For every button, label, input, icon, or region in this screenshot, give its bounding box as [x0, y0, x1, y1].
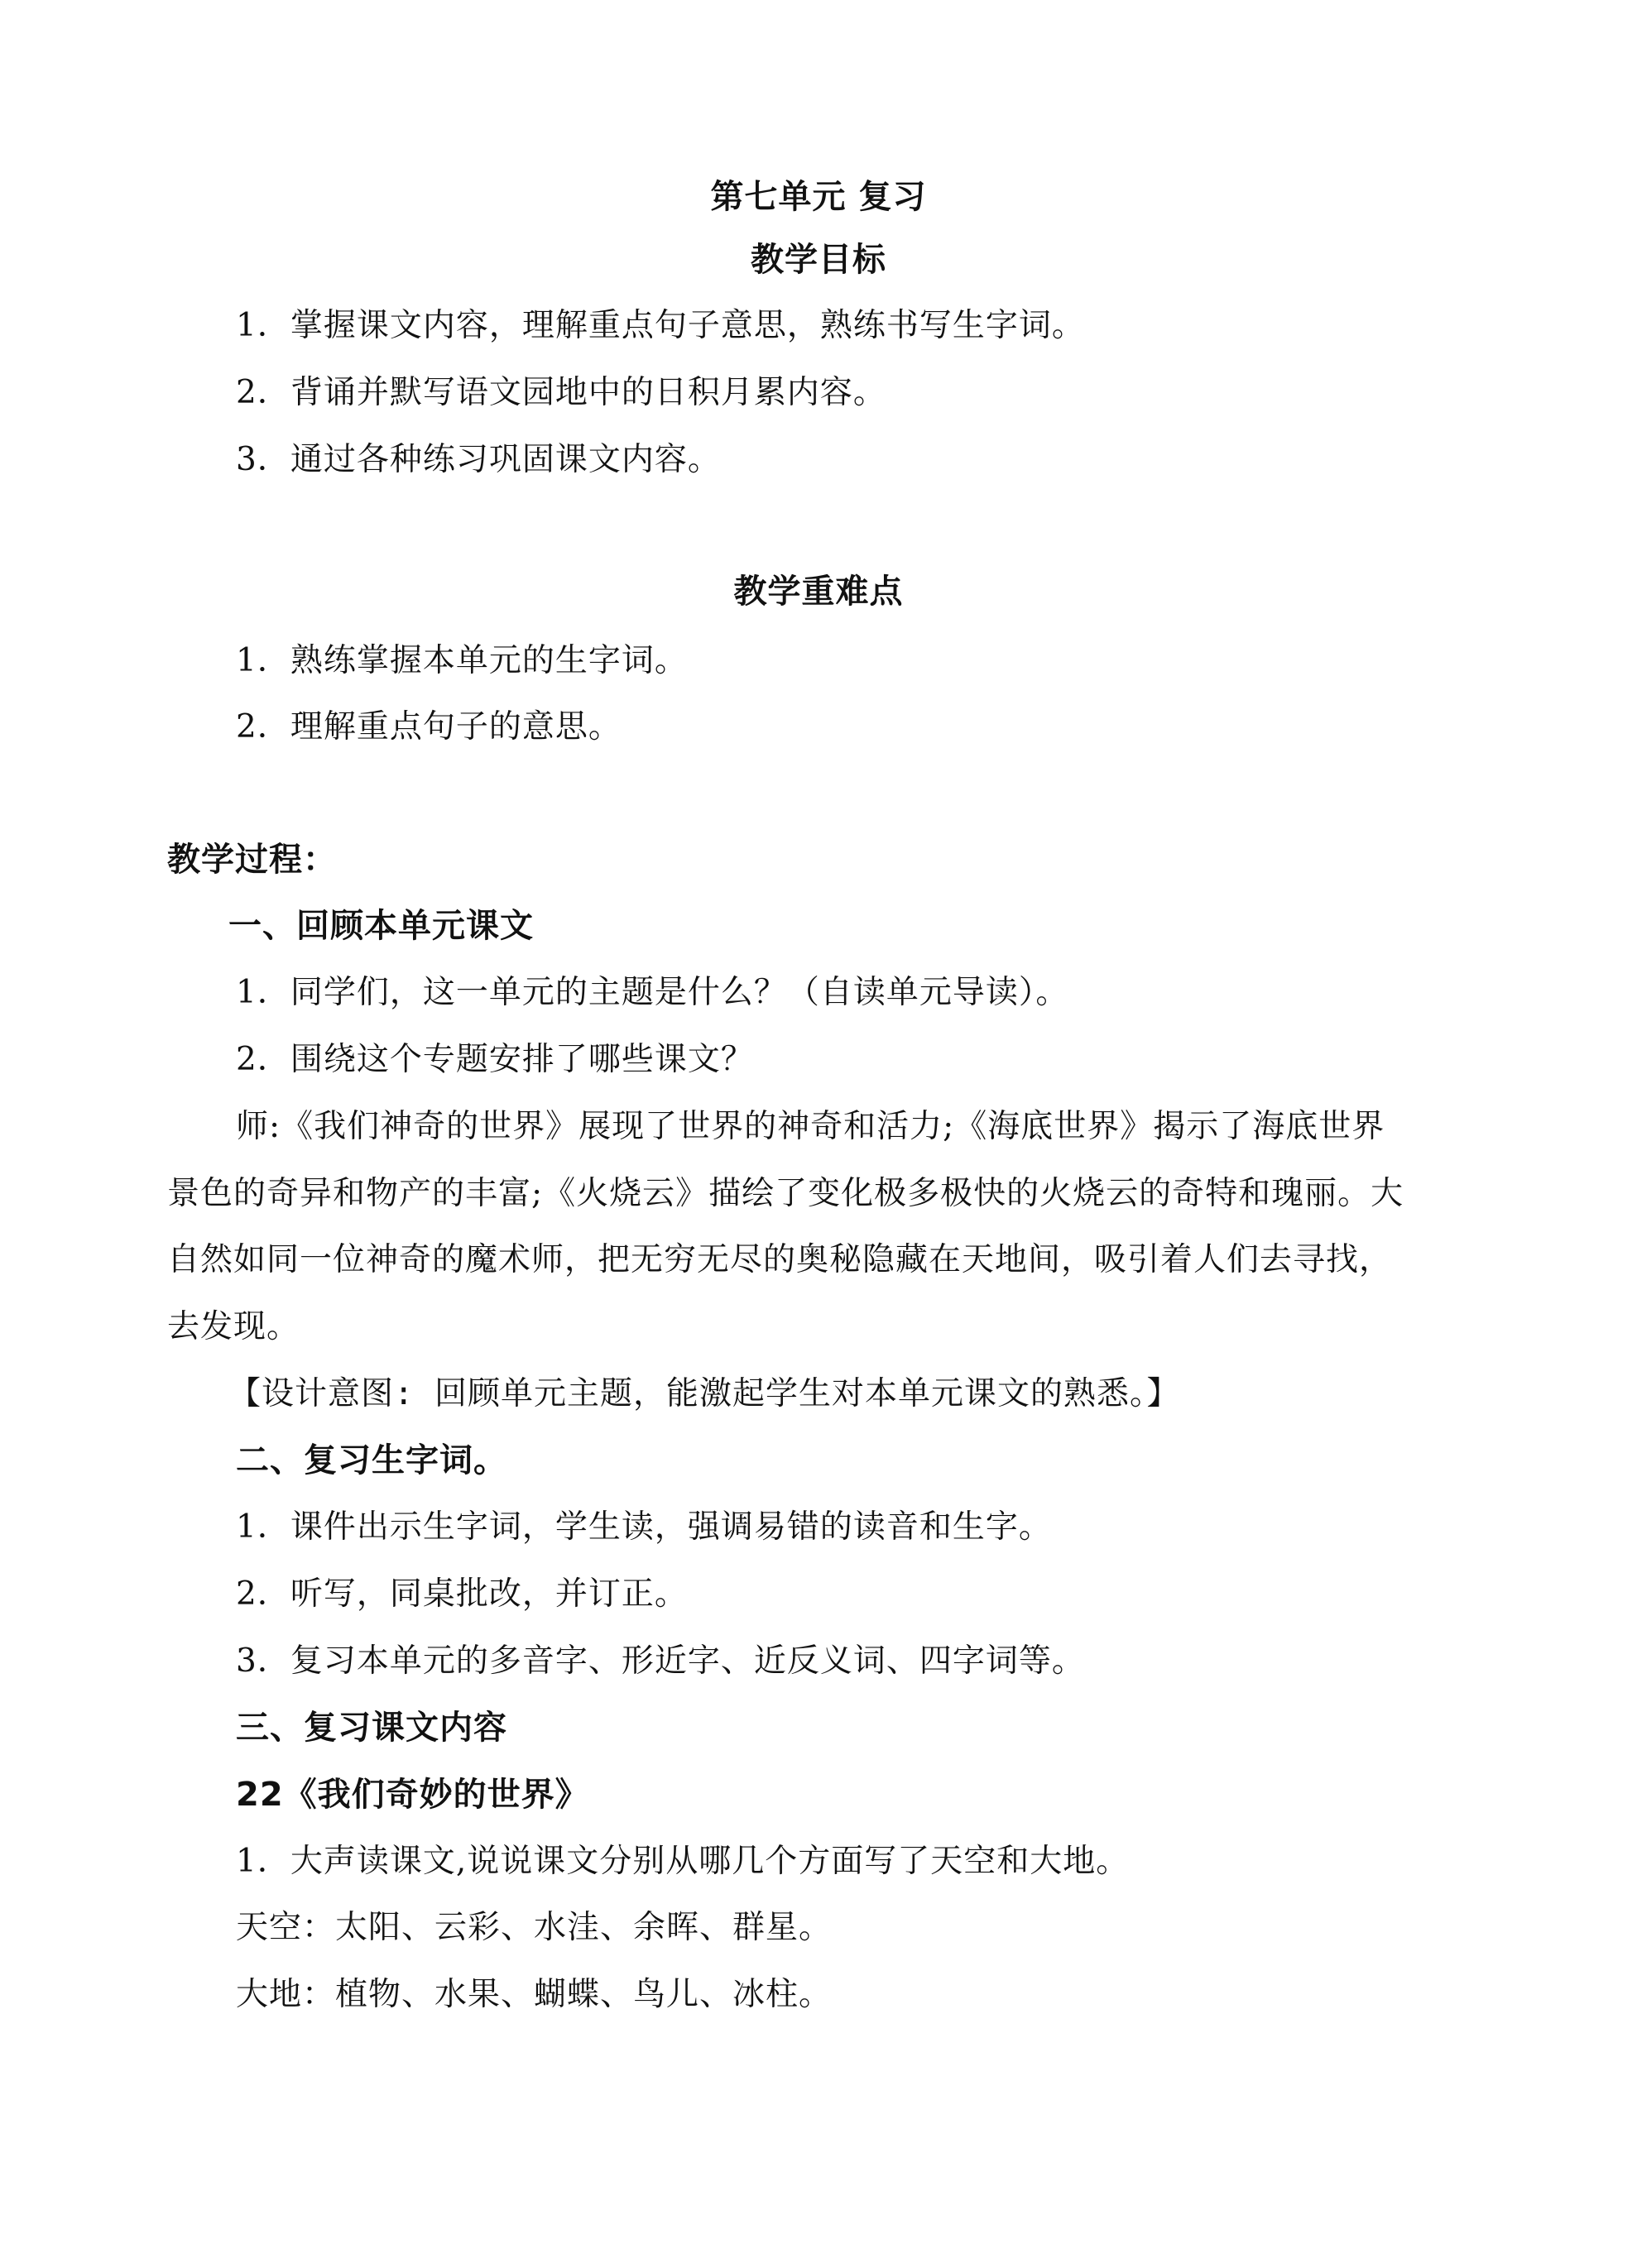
section3-item: 大地：植物、水果、蝴蝶、鸟儿、冰柱。 [236, 1976, 833, 2013]
section2-item: 2．听写，同桌批改，并订正。 [236, 1575, 688, 1613]
section3-heading: 三、复习课文内容 [236, 1709, 507, 1747]
design-note: 【设计意图: 回顾单元主题，能激起学生对本单元课文的熟悉。】 [228, 1375, 1180, 1412]
teacher-paragraph-line: 自然如同一位神奇的魔术师，把无穷无尽的奥秘隐藏在天地间，吸引着人们去寻找， [167, 1241, 1393, 1278]
process-heading: 教学过程： [167, 841, 337, 879]
section2-item: 3．复习本单元的多音字、形近字、近反义词、四字词等。 [236, 1642, 1085, 1680]
objective-item: 2．背诵并默写语文园地中的日积月累内容。 [236, 374, 886, 411]
key-points-heading: 教学重难点 [733, 573, 904, 611]
section2-heading: 二、复习生字词。 [236, 1441, 507, 1479]
document-title: 第七单元 复习 [710, 178, 927, 216]
section1-item: 1．同学们，这一单元的主题是什么？（自读单元导读）。 [236, 974, 1069, 1011]
section3-item: 1．大声读课文,说说课文分别从哪几个方面写了天空和大地。 [236, 1843, 1130, 1880]
section3-item: 天空：太阳、云彩、水洼、余晖、群星。 [236, 1909, 833, 1946]
lesson-title: 22《我们奇妙的世界》 [236, 1776, 589, 1814]
teacher-paragraph-line: 景色的奇异和物产的丰富;《火烧云》描绘了变化极多极快的火烧云的奇特和瑰丽。大 [167, 1175, 1404, 1212]
objective-item: 3．通过各种练习巩固课文内容。 [236, 441, 721, 478]
objective-item: 1．掌握课文内容，理解重点句子意思，熟练书写生字词。 [236, 307, 1085, 344]
key-point-item: 1．熟练掌握本单元的生字词。 [236, 642, 688, 679]
teacher-paragraph-line: 去发现。 [167, 1308, 300, 1345]
teacher-paragraph-line: 师:《我们神奇的世界》展现了世界的神奇和活力;《海底世界》揭示了海底世界 [236, 1108, 1385, 1145]
section1-item: 2．围绕这个专题安排了哪些课文？ [236, 1041, 754, 1078]
section1-heading: 一、回顾本单元课文 [228, 907, 534, 945]
section2-item: 1．课件出示生字词，学生读，强调易错的读音和生字。 [236, 1508, 1052, 1546]
objectives-heading: 教学目标 [751, 241, 886, 279]
key-point-item: 2．理解重点句子的意思。 [236, 708, 622, 746]
